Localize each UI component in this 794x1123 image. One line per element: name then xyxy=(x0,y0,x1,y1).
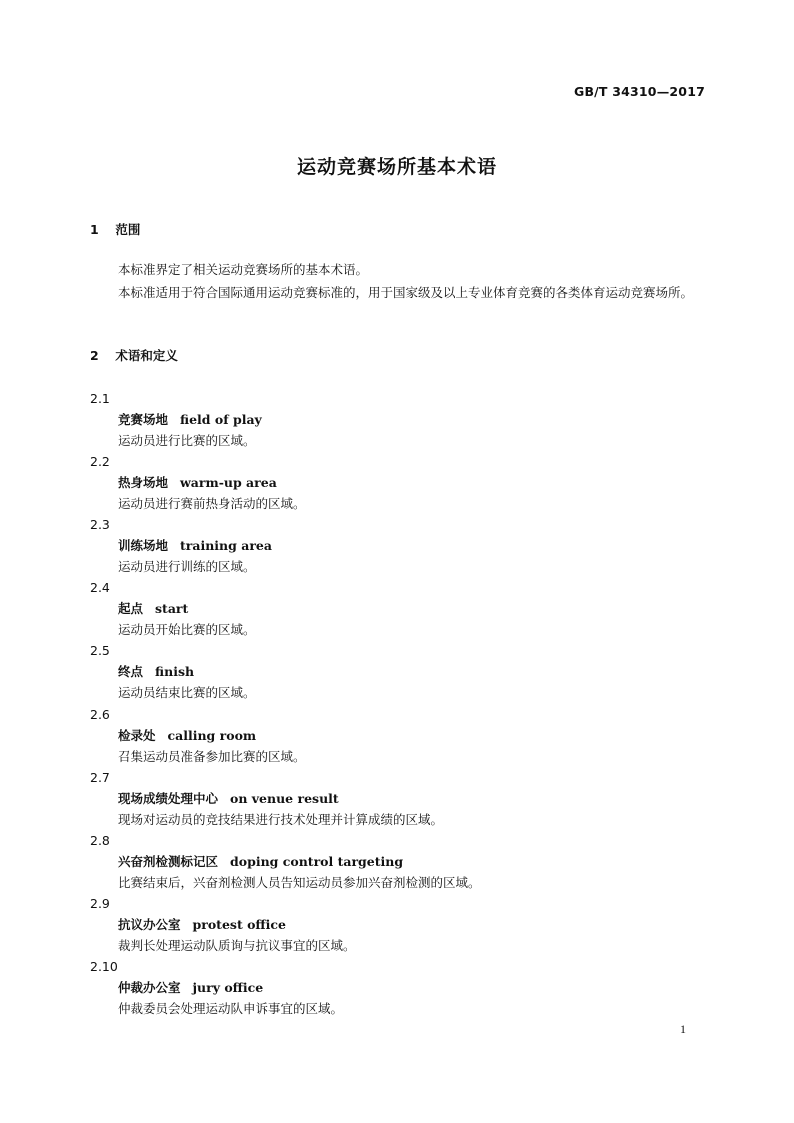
term-zh: 竞赛场地 xyxy=(118,412,169,427)
term-en: on venue result xyxy=(230,791,339,806)
document-title: 运动竞赛场所基本术语 xyxy=(296,156,497,178)
term-definition: 比赛结束后，兴奋剂检测人员告知运动员参加兴奋剂检测的区域。 xyxy=(118,875,481,890)
term-zh: 检录处 xyxy=(118,728,156,743)
term-name xyxy=(90,788,710,809)
section-number: 1 xyxy=(90,222,99,237)
term-entry xyxy=(90,640,710,703)
term-number: 2.2 xyxy=(90,454,110,469)
term-number: 2.10 xyxy=(90,959,118,974)
section-heading-terms xyxy=(90,346,178,364)
term-en: protest office xyxy=(192,917,286,932)
term-zh: 热身场地 xyxy=(118,475,169,490)
term-en: training area xyxy=(180,538,272,553)
term-name xyxy=(90,851,710,872)
scope-paragraph-1: 本标准界定了相关运动竞赛场所的基本术语。 xyxy=(118,262,369,277)
term-number: 2.4 xyxy=(90,580,110,595)
term-entry xyxy=(90,956,710,1019)
term-name xyxy=(90,725,710,746)
term-entry xyxy=(90,388,710,451)
term-number: 2.9 xyxy=(90,896,110,911)
section-title: 范围 xyxy=(115,222,141,237)
standard-code: GB/T 34310—2017 xyxy=(573,84,705,99)
term-en: calling room xyxy=(167,728,257,743)
term-zh: 兴奋剂检测标记区 xyxy=(118,854,219,869)
term-zh: 训练场地 xyxy=(118,538,169,553)
term-name xyxy=(90,472,710,493)
term-name xyxy=(90,914,710,935)
term-name xyxy=(90,661,710,682)
scope-paragraph-2: 本标准适用于符合国际通用运动竞赛标准的，用于国家级及以上专业体育竞赛的各类体育运动竞赛场所。 xyxy=(118,285,694,300)
term-name xyxy=(90,598,710,619)
term-entry xyxy=(90,451,710,514)
term-definition: 裁判长处理运动队质询与抗议事宜的区域。 xyxy=(118,938,356,953)
term-entry xyxy=(90,767,710,830)
term-definition: 运动员开始比赛的区域。 xyxy=(118,622,256,637)
term-en: warm-up area xyxy=(180,475,277,490)
term-entry xyxy=(90,704,710,767)
term-zh: 起点 xyxy=(118,601,144,616)
term-number: 2.1 xyxy=(90,391,110,406)
term-en: finish xyxy=(155,664,195,679)
term-entry xyxy=(90,514,710,577)
term-number: 2.7 xyxy=(90,770,110,785)
term-zh: 现场成绩处理中心 xyxy=(118,791,219,806)
term-number: 2.6 xyxy=(90,707,110,722)
term-en: field of play xyxy=(180,412,262,427)
term-definition: 运动员进行赛前热身活动的区域。 xyxy=(118,496,306,511)
term-number: 2.3 xyxy=(90,517,110,532)
section-number: 2 xyxy=(90,348,99,363)
page-number: 1 xyxy=(680,1022,686,1036)
section-title: 术语和定义 xyxy=(115,348,178,363)
term-name xyxy=(90,535,710,556)
term-entry xyxy=(90,577,710,640)
term-en: start xyxy=(155,601,189,616)
term-definition: 运动员结束比赛的区域。 xyxy=(118,685,256,700)
term-name xyxy=(90,977,710,998)
term-en: jury office xyxy=(192,980,264,995)
section-heading-scope xyxy=(90,220,140,238)
term-zh: 终点 xyxy=(118,664,144,679)
term-entry xyxy=(90,893,710,956)
term-definition: 仲裁委员会处理运动队申诉事宜的区域。 xyxy=(118,1001,344,1016)
term-entry xyxy=(90,830,710,893)
term-zh: 仲裁办公室 xyxy=(118,980,181,995)
term-number: 2.5 xyxy=(90,643,110,658)
term-definition: 召集运动员准备参加比赛的区域。 xyxy=(118,749,306,764)
term-definition: 运动员进行训练的区域。 xyxy=(118,559,256,574)
term-zh: 抗议办公室 xyxy=(118,917,181,932)
term-definition: 现场对运动员的竞技结果进行技术处理并计算成绩的区域。 xyxy=(118,812,444,827)
term-definition: 运动员进行比赛的区域。 xyxy=(118,433,256,448)
term-number: 2.8 xyxy=(90,833,110,848)
term-en: doping control targeting xyxy=(230,854,404,869)
term-name xyxy=(90,409,710,430)
